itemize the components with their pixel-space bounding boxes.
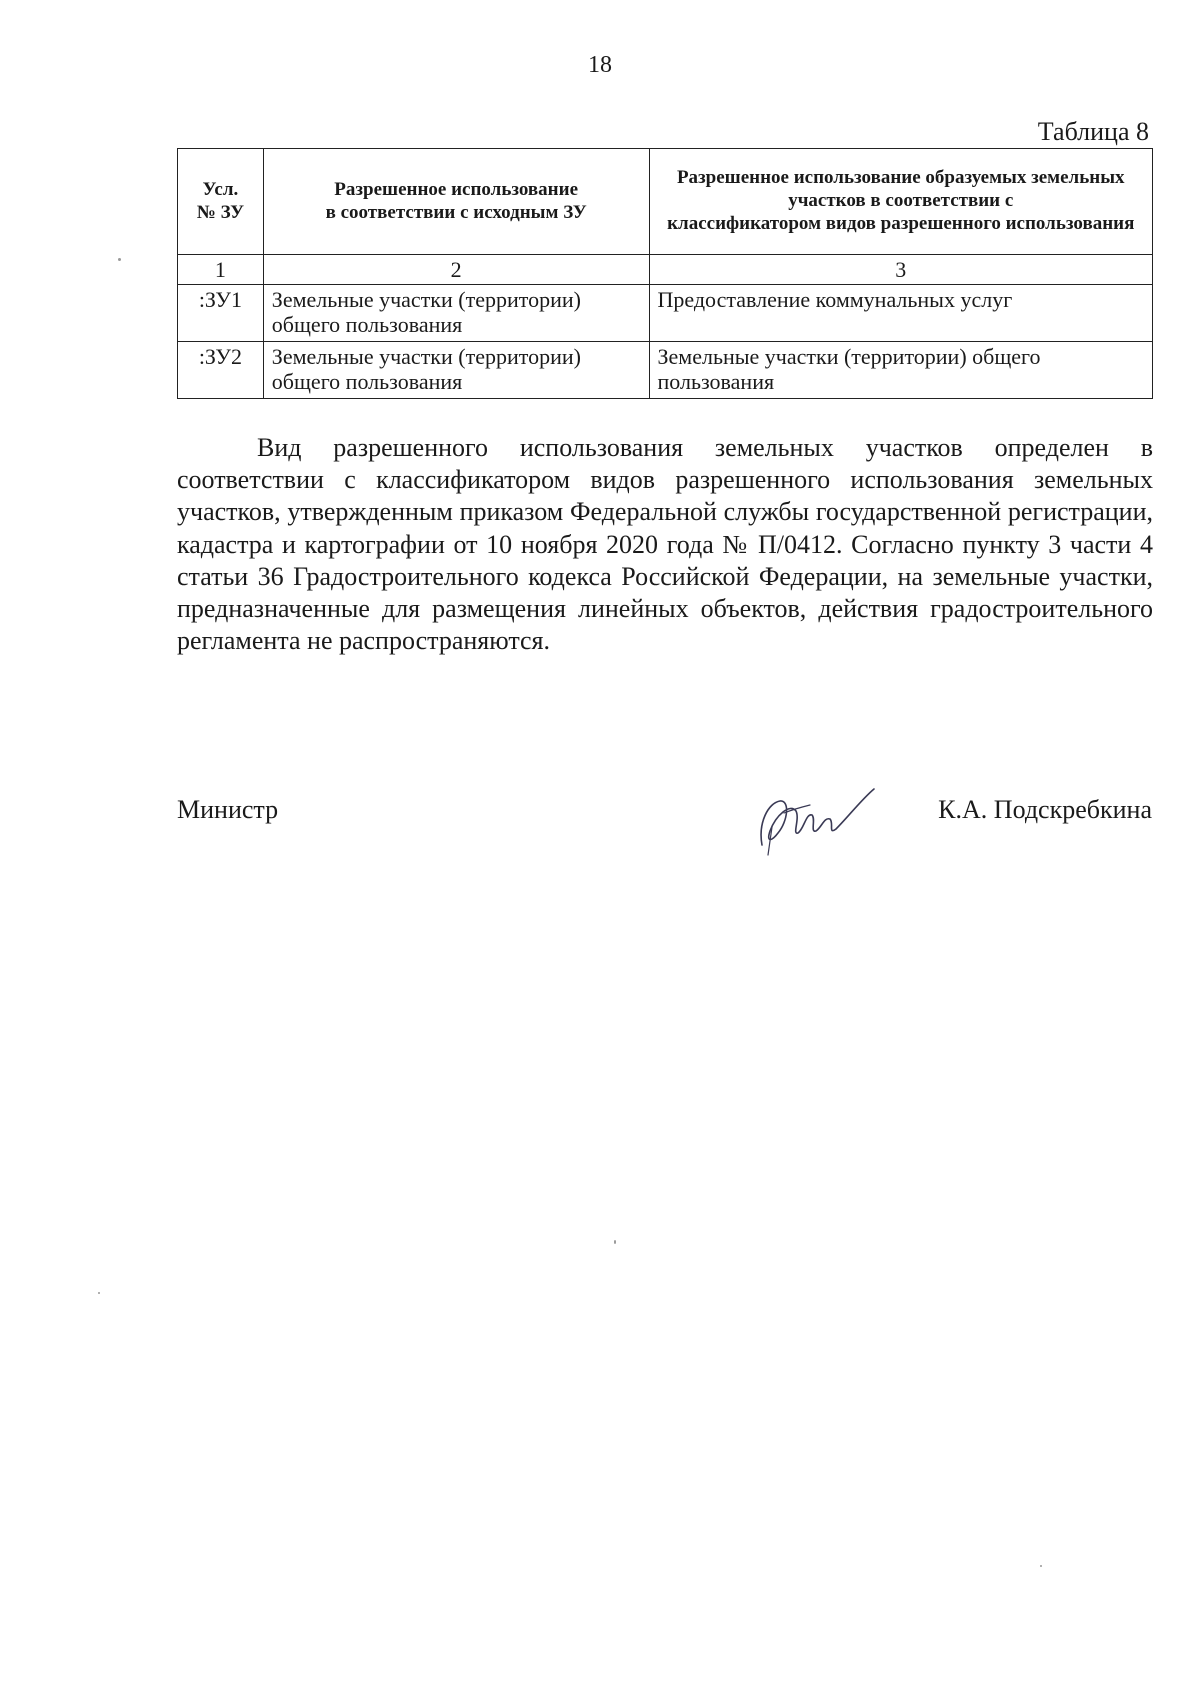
table-header-row (178, 149, 1153, 255)
header-source-use: Разрешенное использование в соответствии с исходным ЗУ (263, 149, 649, 255)
table-row (178, 285, 1153, 342)
source-use-cell: Земельные участки (территории) общего пользования (263, 342, 649, 399)
page-number: 18 (588, 52, 612, 78)
source-use-cell: Земельные участки (территории) общего пользования (263, 285, 649, 342)
land-use-table (177, 148, 1153, 399)
scan-speck (1040, 1565, 1042, 1567)
signatory-title: Министр (177, 795, 279, 824)
table-caption: Таблица 8 (1037, 117, 1149, 146)
table-row (178, 342, 1153, 399)
signatory-name: К.А. Подскребкина (938, 795, 1152, 824)
column-number-row (178, 255, 1153, 285)
column-number: 2 (263, 255, 649, 285)
scan-speck (614, 1240, 616, 1244)
scan-speck (118, 258, 121, 261)
new-use-cell: Предоставление коммунальных услуг (649, 285, 1153, 342)
header-new-use: Разрешенное использование образуемых земельных участков в соответствии с классификатором видов разрешенного использования (649, 149, 1153, 255)
parcel-id-cell: :ЗУ1 (178, 285, 264, 342)
column-number: 3 (649, 255, 1153, 285)
handwritten-signature (750, 783, 880, 858)
column-number: 1 (178, 255, 264, 285)
parcel-id-cell: :ЗУ2 (178, 342, 264, 399)
scan-speck (98, 1292, 100, 1294)
body-paragraph: Вид разрешенного использования земельных участков определен в соответствии с классификатором видов разрешенного использования земельных участков, утвержденным приказом Федеральной службы государственной регистрации, кадастра и картографии от 10 ноября 2020 года № П/0412. Согласно пункту 3 части 4 статьи 36 Градостроительного кодекса Российской Федерации, на земельные участки, предназначенные для размещения линейных объектов, действия градостроительного регламента не распространяются. (177, 433, 1153, 656)
new-use-cell: Земельные участки (территории) общего пользования (649, 342, 1153, 399)
header-parcel-id: Усл. № ЗУ (178, 149, 264, 255)
